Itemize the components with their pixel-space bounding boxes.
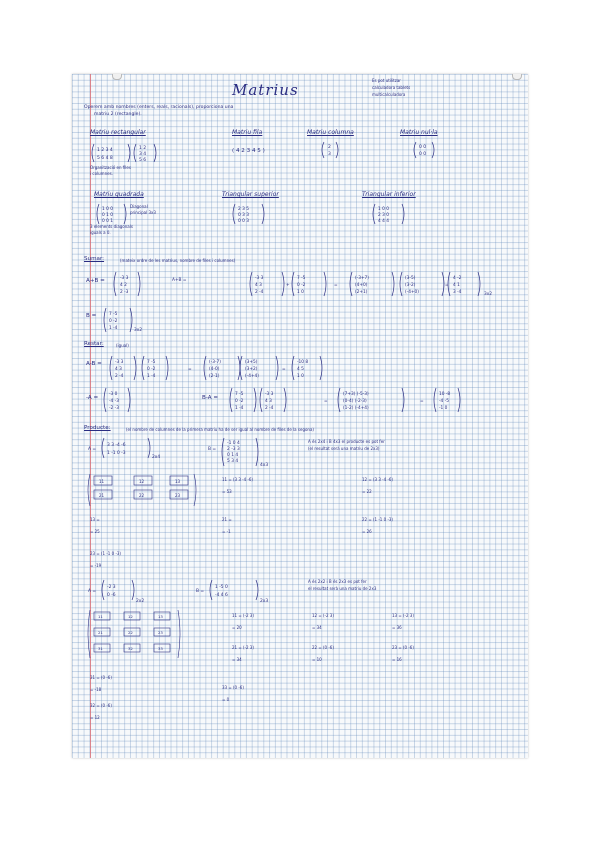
svg-text:-1 0 4: -1 0 4: [227, 441, 240, 446]
svg-text:0 0 1: 0 0 1: [102, 219, 113, 224]
svg-text:1 -5 0: 1 -5 0: [215, 585, 228, 590]
svg-text:32: 32: [128, 646, 133, 651]
svg-text:-4 -3: -4 -3: [109, 399, 119, 404]
sum-note: (mateix ordre de les matrius, nombre de files i columnes): [120, 258, 236, 263]
svg-text:B =: B =: [208, 447, 217, 452]
svg-text:A =: A =: [88, 589, 97, 594]
product-result: = 22: [362, 489, 372, 494]
product2-line: 11 = (-2 3): [232, 613, 254, 618]
row-matrix: ( 4 2 3 4 5 ): [232, 148, 265, 154]
svg-text:-3 3: -3 3: [120, 276, 129, 281]
svg-text:(3-2): (3-2): [405, 283, 416, 288]
negation-matrices-sketch: [102, 386, 512, 420]
svg-text:(1-2) (-4+4): (1-2) (-4+4): [343, 406, 369, 411]
svg-text:=: =: [334, 283, 338, 288]
svg-text:0 1 0: 0 1 0: [102, 213, 113, 218]
null-matrix-sketch: [412, 140, 436, 162]
svg-text:-2 3: -2 3: [107, 585, 116, 590]
heading-square: Matriu quadrada: [94, 191, 144, 198]
product-note: (el nombre de columnes de la primera matriu ha de ser igual al nombre de files de la segona): [126, 427, 314, 432]
subtract-label: Restar:: [84, 341, 104, 347]
svg-text:33: 33: [158, 646, 163, 651]
subtract-note: (igual): [116, 343, 129, 348]
svg-text:-10 8: -10 8: [297, 360, 309, 365]
column-matrix-sketch: [320, 140, 340, 162]
corner-note-line: Es pot utilitzar: [372, 78, 401, 83]
product2-line: 13 = (-2 3): [392, 613, 414, 618]
binder-mark: [112, 74, 122, 80]
svg-text:31: 31: [98, 646, 103, 651]
svg-text:2 -3 3: 2 -3 3: [227, 447, 240, 452]
subtract-matrices-sketch: [108, 354, 488, 388]
product2-result: = 34: [312, 625, 322, 630]
svg-text:4 5: 4 5: [297, 367, 304, 372]
lower-triangular-sketch: [370, 202, 410, 228]
product2-line: 31 = (0 -6): [90, 675, 112, 680]
svg-text:(7+3) (-5-3): (7+3) (-5-3): [343, 392, 369, 397]
svg-text:11: 11: [98, 614, 103, 619]
subtract-line: B-A =: [202, 395, 219, 401]
sum-label: Sumar:: [84, 256, 105, 262]
product-matrices-sketch: [86, 436, 336, 472]
svg-text:4 2: 4 2: [120, 283, 127, 288]
square-note: principal 3x3: [130, 210, 156, 215]
svg-text:5 3 4: 5 3 4: [227, 459, 239, 464]
svg-text:1 0: 1 0: [297, 290, 304, 295]
svg-text:(-4+0): (-4+0): [405, 290, 419, 295]
subtract-line: A-B =: [86, 361, 102, 367]
square-note: Diagonal: [130, 204, 148, 209]
svg-text:1 -4: 1 -4: [147, 374, 156, 379]
corner-note-line: multicalculadora: [372, 92, 406, 97]
product-result: = -1: [222, 529, 231, 534]
svg-text:(2+1): (2+1): [355, 290, 368, 295]
intro-line: Operem amb nombres (enters, reals, racionals), proporciona una: [84, 105, 234, 110]
product-line: 12 = (3 3 -4 -6): [362, 477, 393, 482]
svg-text:0 1 4: 0 1 4: [227, 453, 239, 458]
svg-text:=: =: [188, 367, 192, 372]
svg-text:=: =: [445, 283, 449, 288]
svg-text:2 3 0: 2 3 0: [378, 213, 389, 218]
sum-line: B =: [86, 313, 97, 319]
subtract-line: -A =: [86, 395, 99, 401]
svg-text:(0-4) (-2-3): (0-4) (-2-3): [343, 399, 367, 404]
svg-text:(-3+7): (-3+7): [355, 276, 369, 281]
svg-text:A+B =: A+B =: [172, 278, 187, 283]
svg-text:0 0 3: 0 0 3: [238, 219, 249, 224]
svg-text:-1 0: -1 0: [439, 406, 448, 411]
svg-text:4 3: 4 3: [265, 399, 272, 404]
svg-text:1 -4: 1 -4: [109, 326, 118, 331]
svg-text:(3-5): (3-5): [405, 276, 416, 281]
svg-text:1 0: 1 0: [297, 374, 304, 379]
rectangular-note: Organització en files: [90, 165, 131, 170]
product-line: 22 = (1 -1 0 -3): [362, 517, 393, 522]
heading-rectangular: Matriu rectangular: [90, 129, 146, 136]
svg-text:22: 22: [128, 630, 133, 635]
product2-line: 21 = (-2 3): [232, 645, 254, 650]
svg-text:10 -8: 10 -8: [439, 392, 451, 397]
svg-text:22: 22: [139, 493, 145, 498]
svg-text:7 -5: 7 -5: [235, 392, 244, 397]
svg-text:(4+0): (4+0): [355, 283, 368, 288]
svg-text:4 4 4: 4 4 4: [378, 219, 389, 224]
product2-result: = 10: [312, 657, 322, 662]
product2-side-note: A és 2x2 i B és 2x3 es pot fer: [308, 579, 367, 584]
svg-text:-2 -3: -2 -3: [109, 406, 119, 411]
svg-text:1 2 3 4: 1 2 3 4: [97, 148, 113, 153]
svg-text:4 3: 4 3: [115, 367, 122, 372]
sum-matrices-sketch: [112, 270, 512, 304]
svg-text:1 -1 0 -3: 1 -1 0 -3: [107, 451, 126, 456]
product-line: 11 = (3 3 -4 -6): [222, 477, 253, 482]
svg-text:2 -4: 2 -4: [265, 406, 274, 411]
svg-text:0 0: 0 0: [419, 152, 427, 157]
svg-text:7 -5: 7 -5: [147, 360, 156, 365]
svg-text:2 3 5: 2 3 5: [238, 207, 249, 212]
svg-text:3 -4: 3 -4: [453, 290, 462, 295]
svg-text:2x4: 2x4: [152, 455, 161, 460]
product-line: 23 = (1 -1 0 -3): [90, 551, 121, 556]
rectangular-note: i columnes.: [90, 171, 113, 176]
svg-text:2 -4: 2 -4: [115, 374, 124, 379]
svg-text:2: 2: [328, 145, 331, 150]
svg-text:5 6 4 8: 5 6 4 8: [97, 156, 113, 161]
svg-text:2x2: 2x2: [136, 599, 145, 604]
product2-line: 22 = (0 -6): [312, 645, 334, 650]
svg-text:4 1: 4 1: [453, 283, 460, 288]
product-result: = -19: [90, 563, 102, 568]
svg-text:0 -2: 0 -2: [109, 319, 118, 324]
heading-null: Matriu nul·la: [400, 129, 438, 136]
svg-text:4 3: 4 3: [255, 283, 262, 288]
svg-text:3 4: 3 4: [139, 152, 147, 157]
svg-text:23: 23: [175, 493, 181, 498]
svg-text:23: 23: [158, 630, 163, 635]
svg-text:7 -5: 7 -5: [297, 276, 306, 281]
product2-result: = 12: [90, 715, 100, 720]
square-note: iguals a 0.: [90, 230, 111, 235]
heading-upper: Triangular superior: [222, 191, 279, 198]
product2-line: 32 = (0 -6): [90, 703, 112, 708]
svg-text:21: 21: [98, 630, 103, 635]
svg-text:-4 -5: -4 -5: [439, 399, 449, 404]
svg-text:0 -2: 0 -2: [297, 283, 306, 288]
square-note: 3 elements diagonals: [90, 224, 133, 229]
svg-text:(3+2): (3+2): [245, 367, 258, 372]
product2-result: = -18: [90, 687, 102, 692]
product-side-note: (el resultat serà una matriu de 2x3): [308, 446, 380, 451]
svg-text:(3+5): (3+5): [245, 360, 258, 365]
svg-text:(2-1): (2-1): [209, 374, 220, 379]
svg-text:4x3: 4x3: [260, 463, 269, 468]
svg-text:3x2: 3x2: [134, 328, 143, 333]
svg-text:3 3 -4 -6: 3 3 -4 -6: [107, 443, 126, 448]
intro-line: matriu 2 (rectangle).: [94, 112, 142, 117]
product-grid-sketch: [86, 472, 206, 512]
svg-text:12: 12: [128, 614, 133, 619]
svg-text:13: 13: [175, 479, 181, 484]
svg-text:0 -2: 0 -2: [147, 367, 156, 372]
product2-result: = 34: [232, 657, 242, 662]
svg-text:-4 4 6: -4 4 6: [215, 593, 228, 598]
svg-text:3: 3: [328, 152, 331, 157]
svg-text:=: =: [324, 399, 328, 404]
svg-text:0 3 3: 0 3 3: [238, 213, 249, 218]
page-title: Matrius: [232, 81, 299, 99]
svg-text:1 0 0: 1 0 0: [102, 207, 113, 212]
svg-text:12: 12: [139, 479, 145, 484]
svg-text:(4-0): (4-0): [209, 367, 220, 372]
svg-text:4 -2: 4 -2: [453, 276, 462, 281]
svg-text:=: =: [420, 399, 424, 404]
product-line: 13 =: [90, 517, 100, 522]
svg-text:2x3: 2x3: [260, 599, 269, 604]
binder-mark: [512, 74, 522, 80]
corner-note-line: calculadora tablets: [372, 85, 411, 90]
product-side-note: A és 2x4 i B 4x3 el producte es pot fer: [308, 439, 385, 444]
svg-text:A =: A =: [88, 447, 97, 452]
svg-text:0 0: 0 0: [419, 145, 427, 150]
product-label: Producte:: [84, 425, 111, 431]
matrix-b-sketch: [102, 306, 152, 336]
product2-side-note: el resultat serà una matriu de 2x3: [308, 586, 377, 591]
heading-row: Matriu fila: [232, 129, 263, 136]
product2-line: 33 = (0 -6): [222, 685, 244, 690]
svg-text:(-4+4): (-4+4): [245, 374, 259, 379]
svg-text:11: 11: [99, 479, 105, 484]
svg-text:0 -6: 0 -6: [107, 593, 116, 598]
sum-line: A+B =: [86, 278, 105, 284]
product2-result: = 36: [392, 625, 402, 630]
product2-matrices-sketch: [86, 578, 336, 610]
heading-column: Matriu columna: [307, 129, 354, 136]
svg-text:2 -4: 2 -4: [255, 290, 264, 295]
svg-text:7 -5: 7 -5: [109, 312, 118, 317]
svg-text:B =: B =: [196, 589, 205, 594]
product2-result: = 16: [392, 657, 402, 662]
product-result: = 53: [222, 489, 232, 494]
svg-text:3x2: 3x2: [484, 292, 493, 297]
product2-result: = 20: [232, 625, 242, 630]
product2-result: = 0: [222, 697, 230, 702]
svg-text:5 6: 5 6: [139, 158, 147, 163]
heading-lower: Triangular inferior: [362, 191, 416, 198]
product-line: 21 =: [222, 517, 232, 522]
svg-text:1 0 0: 1 0 0: [378, 207, 389, 212]
svg-text:0 -2: 0 -2: [235, 399, 244, 404]
svg-text:-3 0: -3 0: [109, 392, 118, 397]
svg-text:-3 3: -3 3: [115, 360, 124, 365]
svg-text:21: 21: [99, 493, 105, 498]
upper-triangular-sketch: [230, 202, 270, 228]
product2-grid-sketch: [86, 608, 186, 664]
product2-line: 23 = (0 -6): [392, 645, 414, 650]
svg-text:1 2: 1 2: [139, 146, 147, 151]
svg-text:2 -3: 2 -3: [120, 290, 129, 295]
svg-text:-3 3: -3 3: [255, 276, 264, 281]
svg-text:+: +: [286, 283, 290, 288]
svg-text:-3 3: -3 3: [265, 392, 274, 397]
svg-text:1 -4: 1 -4: [235, 406, 244, 411]
svg-text:(-3-7): (-3-7): [209, 360, 221, 365]
notebook-page: [72, 74, 528, 758]
svg-text:13: 13: [158, 614, 163, 619]
product-result: = 26: [362, 529, 372, 534]
svg-text:=: =: [282, 367, 286, 372]
product-result: = 25: [90, 529, 100, 534]
product2-line: 12 = (-2 3): [312, 613, 334, 618]
